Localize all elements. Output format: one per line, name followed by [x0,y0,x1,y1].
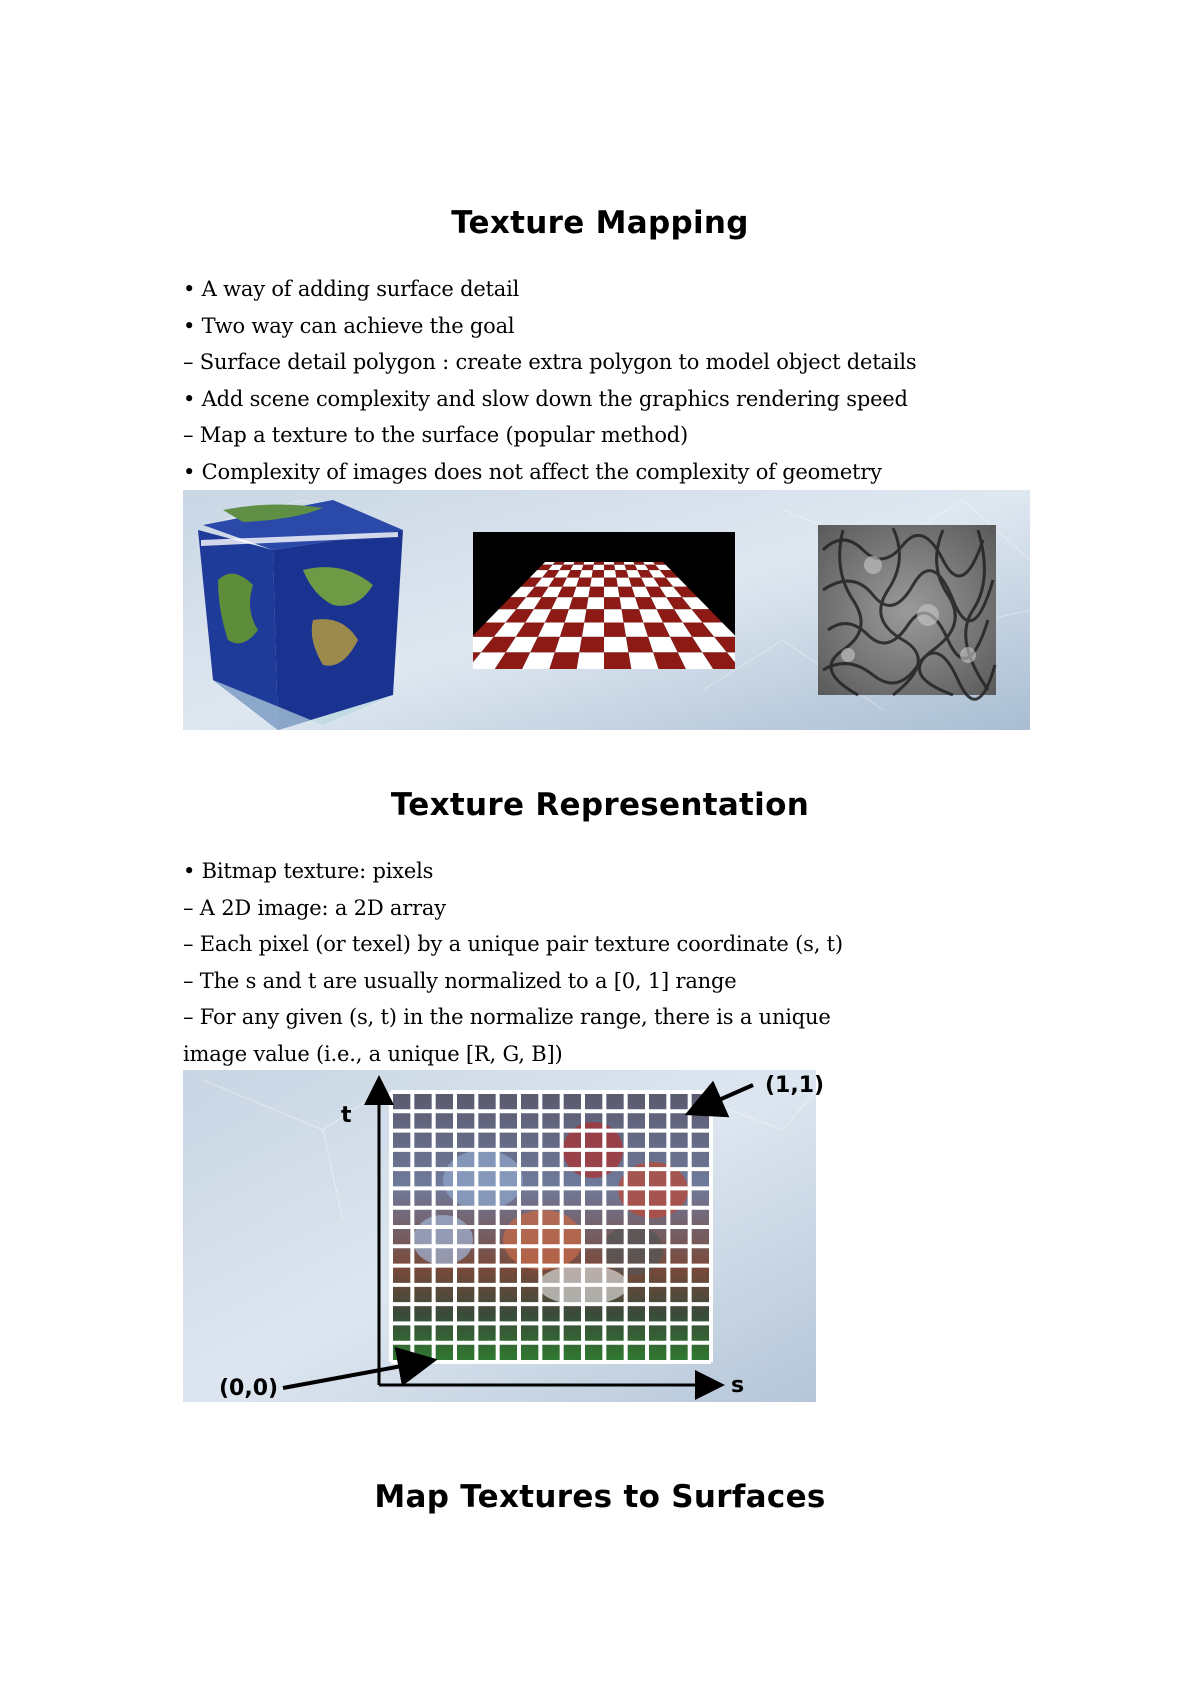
bullet-line: – The s and t are usually normalized to a [0, 1] range [183,968,737,993]
title-texture-mapping: Texture Mapping [451,205,749,241]
bullet-line: • Complexity of images does not affect the complexity of geometry [183,459,882,484]
bullet-line: – Each pixel (or texel) by a unique pair texture coordinate (s, t) [183,932,843,957]
bullet-line: • A way of adding surface detail [183,277,520,301]
checkerboard-image [440,532,768,669]
title-texture-representation: Texture Representation [390,787,810,823]
bullet-line: – For any given (s, t) in the normalize range, there is a unique [183,1005,831,1030]
corner-label: (1,1) [765,1073,825,1098]
texture-representation-bullets [183,853,843,1073]
t-axis-label: t [341,1103,352,1128]
bullet-line: – Surface detail polygon : create extra polygon to model object details [183,350,917,375]
bullet-line: • Two way can achieve the goal [183,313,515,338]
texture-mapping-bullets [183,271,916,491]
bullet-line: • Bitmap texture: pixels [183,859,434,883]
bullet-line: – Map a texture to the surface (popular method) [183,423,689,448]
bullet-line: image value (i.e., a unique [R, G, B]) [183,1041,563,1066]
origin-label: (0,0) [219,1376,279,1401]
bullet-line: • Add scene complexity and slow down the graphics rendering speed [183,386,908,411]
bullet-line: – A 2D image: a 2D array [183,895,446,920]
texture-examples-figure [183,490,1030,730]
texel-grid-figure [183,1070,825,1402]
noise-texture-image [818,525,996,699]
title-map-textures-to-surfaces: Map Textures to Surfaces [374,1479,826,1515]
s-axis-label: s [731,1373,745,1398]
